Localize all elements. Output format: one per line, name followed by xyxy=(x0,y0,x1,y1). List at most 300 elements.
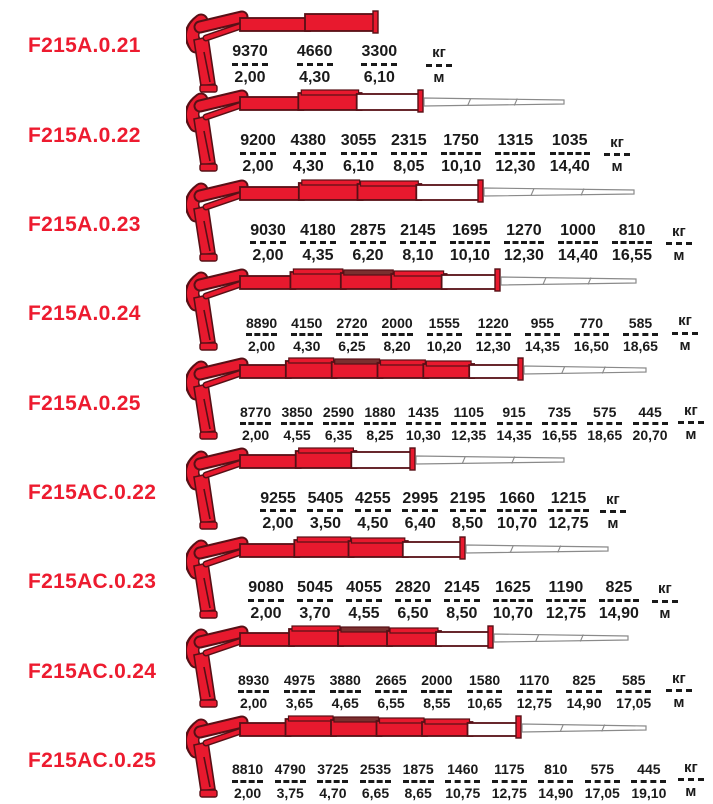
reach-m: 10,10 xyxy=(441,158,482,176)
crane-boom xyxy=(240,269,500,291)
capacity-kg: 1435 xyxy=(407,403,439,420)
fraction-divider xyxy=(612,241,652,244)
fraction-divider xyxy=(403,780,434,783)
load-unit-label: кг xyxy=(671,669,686,687)
capacity-cell xyxy=(525,316,560,355)
boom-section-rail xyxy=(289,358,334,363)
fraction-divider xyxy=(467,690,502,693)
capacity-cell xyxy=(297,43,333,86)
fraction-divider xyxy=(587,422,622,425)
crane-row xyxy=(0,357,713,446)
fraction-divider xyxy=(633,422,668,425)
capacity-cell xyxy=(427,316,462,355)
fraction-divider xyxy=(585,780,620,783)
crane-boom xyxy=(240,716,521,738)
boom-section xyxy=(240,544,299,557)
boom-section xyxy=(240,365,291,378)
capacity-kg: 9255 xyxy=(260,489,296,507)
fraction-divider xyxy=(323,422,354,425)
reach-m: 8,50 xyxy=(446,604,478,622)
capacity-cell xyxy=(504,222,544,265)
fraction-divider xyxy=(652,600,678,603)
capacity-kg: 735 xyxy=(547,403,572,420)
crane-boom xyxy=(240,626,493,648)
reach-unit-label: м xyxy=(659,604,671,622)
reach-unit-label: м xyxy=(685,426,697,444)
reach-m: 10,75 xyxy=(445,784,481,801)
load-table xyxy=(250,222,692,265)
capacity-cell xyxy=(441,132,481,175)
capacity-kg: 810 xyxy=(544,761,568,778)
fraction-divider xyxy=(330,690,361,693)
capacity-kg: 1580 xyxy=(469,671,501,688)
boom-section-rail xyxy=(381,360,426,365)
capacity-cell xyxy=(232,762,263,801)
capacity-cell xyxy=(612,222,652,265)
capacity-cell xyxy=(476,316,511,355)
fraction-divider xyxy=(497,422,532,425)
capacity-kg: 2820 xyxy=(395,579,431,597)
fraction-divider xyxy=(297,63,333,66)
fraction-divider xyxy=(604,153,630,156)
fraction-divider xyxy=(346,599,382,602)
boom-end-cap xyxy=(410,448,415,470)
capacity-cell xyxy=(290,132,326,175)
capacity-cell xyxy=(492,762,527,801)
capacity-cell xyxy=(350,222,386,265)
reach-m: 2,00 xyxy=(247,337,276,354)
fraction-divider xyxy=(382,333,413,336)
fraction-divider xyxy=(395,599,431,602)
crane-boom xyxy=(240,90,423,112)
model-label: F215AC.0.22 xyxy=(28,481,157,505)
crane-row xyxy=(0,447,713,536)
capacity-kg: 5405 xyxy=(307,489,344,507)
reach-m: 14,90 xyxy=(538,784,574,801)
capacity-cell xyxy=(633,405,668,444)
model-label: F215A.0.23 xyxy=(28,213,141,237)
capacity-cell xyxy=(250,222,286,265)
boom-section xyxy=(240,633,294,646)
crane-boom xyxy=(240,180,483,202)
capacity-cell xyxy=(451,405,486,444)
fraction-divider xyxy=(525,333,560,336)
boom-section xyxy=(357,94,420,110)
capacity-cell xyxy=(445,762,480,801)
boom-section-rail xyxy=(293,269,342,274)
fraction-divider xyxy=(672,332,698,335)
reach-m: 6,55 xyxy=(377,695,405,712)
capacity-kg: 2590 xyxy=(322,403,355,420)
capacity-kg: 8930 xyxy=(238,671,270,688)
capacity-kg: 2535 xyxy=(359,761,392,778)
reach-m: 4,30 xyxy=(293,337,321,354)
fraction-divider xyxy=(240,422,271,425)
capacity-kg: 825 xyxy=(572,671,596,688)
fraction-divider xyxy=(391,152,427,155)
capacity-cell xyxy=(585,762,620,801)
capacity-cell xyxy=(546,579,586,622)
capacity-kg: 9030 xyxy=(250,221,286,239)
fraction-divider xyxy=(495,152,535,155)
units-cell xyxy=(678,760,704,801)
boom-section xyxy=(240,97,303,110)
load-table xyxy=(240,403,704,444)
reach-m: 16,55 xyxy=(611,247,652,265)
capacity-cell xyxy=(395,579,431,622)
reach-m: 10,70 xyxy=(492,604,533,622)
capacity-kg: 1220 xyxy=(477,314,509,331)
reach-unit-label: м xyxy=(611,158,623,176)
capacity-cell xyxy=(574,316,609,355)
boom-section xyxy=(240,455,301,468)
reach-m: 3,65 xyxy=(285,695,314,712)
capacity-kg: 4180 xyxy=(300,221,336,239)
model-label: F215AC.0.25 xyxy=(28,749,157,773)
capacity-cell xyxy=(297,579,333,622)
boom-end-cap xyxy=(478,180,483,202)
fraction-divider xyxy=(441,152,481,155)
crane-row xyxy=(0,268,713,357)
capacity-cell xyxy=(517,673,552,712)
fraction-divider xyxy=(246,333,277,336)
capacity-kg: 1750 xyxy=(443,132,479,150)
capacity-cell xyxy=(284,673,315,712)
crane-base xyxy=(192,96,244,171)
model-label: F215A.0.21 xyxy=(28,34,141,58)
capacity-kg: 1175 xyxy=(494,761,525,778)
boom-section-rail xyxy=(335,359,380,364)
load-unit-label: кг xyxy=(683,758,698,776)
capacity-kg: 2665 xyxy=(375,671,407,688)
fraction-divider xyxy=(275,780,306,783)
fraction-divider xyxy=(616,690,651,693)
crane-row xyxy=(0,89,713,178)
capacity-kg: 8890 xyxy=(246,314,278,331)
reach-m: 3,50 xyxy=(309,515,341,533)
capacity-cell xyxy=(281,405,312,444)
crane-boom xyxy=(240,537,465,559)
capacity-cell xyxy=(232,43,268,86)
fraction-divider xyxy=(450,241,490,244)
capacity-kg: 8770 xyxy=(240,403,272,420)
capacity-cell xyxy=(497,490,537,533)
reach-m: 12,75 xyxy=(545,604,586,622)
boom-section xyxy=(240,276,295,289)
fraction-divider xyxy=(260,509,296,512)
reach-m: 4,70 xyxy=(319,784,347,801)
fraction-divider xyxy=(451,422,486,425)
boom-end-cap xyxy=(460,537,465,559)
boom-section-rail xyxy=(426,361,471,366)
capacity-kg: 1625 xyxy=(495,579,531,597)
capacity-kg: 3880 xyxy=(329,671,361,688)
load-table xyxy=(246,313,698,354)
capacity-cell xyxy=(323,405,354,444)
boom-section xyxy=(468,723,519,736)
model-label: F215AC.0.23 xyxy=(28,570,157,594)
fraction-divider xyxy=(364,422,395,425)
fraction-divider xyxy=(232,780,263,783)
boom-section-rail xyxy=(297,537,350,542)
boom-section xyxy=(351,452,412,468)
crane-extensions xyxy=(522,724,646,732)
fraction-divider xyxy=(450,509,486,512)
capacity-kg: 955 xyxy=(530,314,555,331)
fraction-divider xyxy=(341,152,377,155)
fraction-divider xyxy=(538,780,573,783)
load-unit-label: кг xyxy=(683,401,698,419)
capacity-kg: 1190 xyxy=(548,579,584,597)
capacity-cell xyxy=(599,579,639,622)
fraction-divider xyxy=(317,780,348,783)
boom-section-rail xyxy=(341,627,389,632)
capacity-kg: 1460 xyxy=(447,761,479,778)
reach-m: 12,30 xyxy=(495,158,536,176)
capacity-kg: 585 xyxy=(622,671,646,688)
crane-boom xyxy=(240,358,523,380)
capacity-cell xyxy=(450,490,486,533)
fraction-divider xyxy=(281,422,312,425)
capacity-cell xyxy=(497,405,532,444)
reach-m: 6,20 xyxy=(352,247,384,265)
fraction-divider xyxy=(238,690,269,693)
reach-m: 6,40 xyxy=(404,515,436,533)
capacity-kg: 4790 xyxy=(274,761,306,778)
boom-end-cap xyxy=(518,358,523,380)
capacity-kg: 2195 xyxy=(449,489,486,507)
fraction-divider xyxy=(360,780,391,783)
crane-row xyxy=(0,536,713,625)
boom-section-rail xyxy=(302,180,360,185)
reach-m: 6,65 xyxy=(361,784,390,801)
capacity-cell xyxy=(548,490,588,533)
fraction-divider xyxy=(297,599,333,602)
fraction-divider xyxy=(355,509,391,512)
fraction-divider xyxy=(600,510,626,513)
capacity-cell xyxy=(346,579,382,622)
crane-row xyxy=(0,715,713,804)
fraction-divider xyxy=(623,333,658,336)
reach-m: 2,00 xyxy=(250,604,282,622)
fraction-divider xyxy=(666,242,692,245)
reach-m: 4,35 xyxy=(302,247,334,265)
capacity-kg: 1270 xyxy=(506,221,542,239)
reach-m: 17,05 xyxy=(584,784,620,801)
fraction-divider xyxy=(445,780,480,783)
capacity-kg: 8810 xyxy=(232,761,264,778)
reach-m: 16,50 xyxy=(573,337,609,354)
crane-base xyxy=(192,275,244,350)
capacity-kg: 2145 xyxy=(444,579,480,597)
fraction-divider xyxy=(476,333,511,336)
capacity-cell xyxy=(406,405,441,444)
boom-section xyxy=(240,723,291,736)
reach-m: 2,00 xyxy=(262,515,294,533)
fraction-divider xyxy=(426,64,452,67)
capacity-kg: 585 xyxy=(628,314,653,331)
fraction-divider xyxy=(248,599,284,602)
capacity-cell xyxy=(364,405,395,444)
capacity-cell xyxy=(444,579,480,622)
fraction-divider xyxy=(550,152,590,155)
reach-m: 14,35 xyxy=(496,427,532,444)
crane-extensions xyxy=(416,456,564,464)
crane-base xyxy=(192,186,244,261)
reach-m: 12,30 xyxy=(503,247,544,265)
capacity-cell xyxy=(391,132,427,175)
boom-section xyxy=(416,185,480,200)
boom-section-rail xyxy=(301,90,358,95)
load-unit-label: кг xyxy=(606,490,620,508)
fraction-divider xyxy=(290,152,326,155)
capacity-cell xyxy=(631,762,666,801)
capacity-cell xyxy=(400,222,436,265)
capacity-kg: 4055 xyxy=(346,579,382,597)
units-cell xyxy=(672,313,698,354)
fraction-divider xyxy=(427,333,462,336)
boom-section-rail xyxy=(390,628,438,633)
reach-m: 6,25 xyxy=(338,337,366,354)
capacity-kg: 1315 xyxy=(497,132,534,150)
reach-m: 8,05 xyxy=(393,158,425,176)
fraction-divider xyxy=(504,241,544,244)
fraction-divider xyxy=(240,152,276,155)
units-cell xyxy=(604,135,630,176)
fraction-divider xyxy=(546,599,586,602)
model-label: F215A.0.22 xyxy=(28,123,141,147)
reach-m: 8,55 xyxy=(423,695,451,712)
fraction-divider xyxy=(307,509,343,512)
reach-m: 4,30 xyxy=(292,158,324,176)
boom-section-rail xyxy=(394,271,443,276)
fraction-divider xyxy=(599,599,639,602)
reach-unit-label: м xyxy=(673,694,685,712)
reach-m: 2,00 xyxy=(234,68,266,86)
crane-extensions xyxy=(466,545,608,553)
crane-base xyxy=(192,543,244,618)
fraction-divider xyxy=(566,690,601,693)
capacity-kg: 2145 xyxy=(400,221,436,239)
capacity-kg: 9370 xyxy=(232,43,268,61)
reach-m: 2,00 xyxy=(239,695,268,712)
reach-m: 10,20 xyxy=(426,337,462,354)
reach-m: 4,30 xyxy=(299,68,331,86)
reach-unit-label: м xyxy=(685,783,697,801)
load-table xyxy=(232,760,704,801)
capacity-cell xyxy=(240,132,276,175)
crane-row xyxy=(0,0,713,89)
capacity-cell xyxy=(542,405,577,444)
crane-base xyxy=(192,632,244,707)
reach-unit-label: м xyxy=(673,247,685,265)
boom-section-rail xyxy=(352,538,405,543)
capacity-cell xyxy=(375,673,406,712)
capacity-kg: 1105 xyxy=(453,403,484,420)
capacity-cell xyxy=(450,222,490,265)
capacity-cell xyxy=(421,673,452,712)
capacity-kg: 4150 xyxy=(291,314,323,331)
capacity-cell xyxy=(307,490,343,533)
capacity-kg: 5045 xyxy=(297,579,333,597)
boom-section xyxy=(240,18,310,31)
reach-m: 12,75 xyxy=(548,515,589,533)
capacity-kg: 3850 xyxy=(281,403,313,420)
units-cell xyxy=(652,581,678,622)
reach-m: 8,25 xyxy=(366,427,394,444)
crane-extensions xyxy=(524,366,646,374)
boom-section xyxy=(403,542,462,557)
reach-m: 6,10 xyxy=(342,158,375,176)
capacity-cell xyxy=(403,762,434,801)
capacity-cell xyxy=(402,490,438,533)
reach-m: 3,70 xyxy=(299,604,331,622)
load-unit-label: кг xyxy=(610,133,624,151)
capacity-kg: 2720 xyxy=(336,314,368,331)
capacity-cell xyxy=(558,222,598,265)
capacity-cell xyxy=(382,316,413,355)
reach-m: 12,35 xyxy=(451,427,487,444)
reach-m: 8,10 xyxy=(402,247,434,265)
boom-section xyxy=(436,632,490,646)
capacity-kg: 1000 xyxy=(560,221,596,239)
fraction-divider xyxy=(250,241,286,244)
boom-section-rail xyxy=(361,181,419,186)
fraction-divider xyxy=(548,509,588,512)
capacity-kg: 3725 xyxy=(317,761,349,778)
load-unit-label: кг xyxy=(678,312,692,330)
reach-m: 4,50 xyxy=(357,515,389,533)
boom-section-rail xyxy=(334,717,379,722)
fraction-divider xyxy=(444,599,480,602)
reach-m: 14,40 xyxy=(549,158,590,176)
capacity-kg: 4975 xyxy=(283,671,315,688)
capacity-kg: 9080 xyxy=(248,579,284,597)
reach-m: 18,65 xyxy=(587,427,623,444)
capacity-cell xyxy=(300,222,336,265)
reach-m: 6,10 xyxy=(363,68,395,86)
reach-m: 8,50 xyxy=(452,515,484,533)
fraction-divider xyxy=(558,241,598,244)
reach-m: 6,50 xyxy=(397,604,429,622)
fraction-divider xyxy=(402,509,438,512)
fraction-divider xyxy=(232,63,268,66)
capacity-kg: 575 xyxy=(590,761,614,778)
crane-boom xyxy=(240,11,378,33)
boom-section-rail xyxy=(292,626,340,631)
fraction-divider xyxy=(375,690,406,693)
boom-section xyxy=(469,365,520,378)
capacity-kg: 4660 xyxy=(296,43,333,61)
reach-m: 14,90 xyxy=(598,604,639,622)
units-cell xyxy=(666,224,692,265)
capacity-kg: 1170 xyxy=(519,671,550,688)
capacity-kg: 1880 xyxy=(364,403,396,420)
crane-base xyxy=(192,454,244,529)
reach-m: 10,65 xyxy=(467,695,503,712)
capacity-cell xyxy=(361,43,397,86)
crane-base xyxy=(192,364,244,439)
fraction-divider xyxy=(678,778,704,781)
capacity-cell xyxy=(495,132,535,175)
reach-m: 14,40 xyxy=(557,247,598,265)
boom-end-cap xyxy=(516,716,521,738)
capacity-cell xyxy=(275,762,306,801)
capacity-cell xyxy=(587,405,622,444)
reach-m: 8,20 xyxy=(383,337,411,354)
reach-m: 4,55 xyxy=(348,604,380,622)
fraction-divider xyxy=(361,63,397,66)
